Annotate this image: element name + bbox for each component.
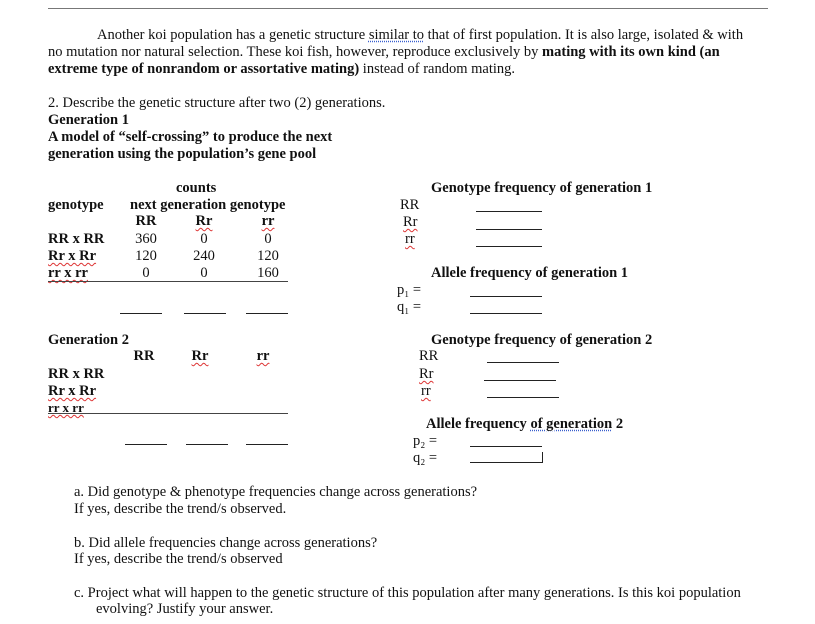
allele-frequency-gen2-heading — [426, 416, 623, 433]
question-b-line-2: If yes, describe the trend/s observed — [74, 551, 283, 567]
gen1-genotype-RR: RR — [400, 197, 420, 213]
p2-blank[interactable] — [470, 446, 542, 447]
model-description-line-2: generation using the population’s gene pool — [48, 146, 317, 162]
intro-text: that of first population. It is also large, isolated & with — [424, 27, 744, 43]
gen2-row-label-RRxRR: RR x RR — [48, 366, 105, 382]
allele-frequency-text: Allele frequency — [426, 416, 531, 432]
q2-blank[interactable] — [470, 452, 543, 463]
p1-blank[interactable] — [470, 296, 542, 297]
generation-2-heading: Generation 2 — [48, 332, 129, 348]
q1-label: q₁ = — [397, 299, 422, 315]
gen1-genotype-Rr: Rr — [403, 214, 418, 230]
question-c-line-1: c. Project what will happen to the genetic structure of this population after many generations. Is this koi population — [74, 585, 741, 601]
cell-rrxrr-RR: 0 — [142, 265, 150, 281]
cell-rrxrr-rr: 160 — [257, 265, 279, 281]
genotype-frequency-gen2-heading: Genotype frequency of generation 2 — [431, 332, 653, 348]
gen2-row-label-rrxrr: rr x rr — [48, 400, 84, 415]
question-a-line-2: If yes, describe the trend/s observed. — [74, 501, 287, 517]
p2-label: p₂ = — [413, 433, 438, 449]
question-a-line-1: a. Did genotype & phenotype frequencies change across generations? — [74, 484, 478, 500]
cell-RRxRR-Rr: 0 — [200, 231, 208, 247]
gen1-RR-frequency-blank[interactable] — [476, 211, 542, 212]
column-header-rr: rr — [261, 213, 275, 229]
gen2-column-header-Rr: Rr — [191, 348, 209, 364]
gen2-Rr-frequency-blank[interactable] — [484, 380, 556, 381]
total-blank-Rr[interactable] — [184, 313, 226, 314]
gen2-genotype-rr: rr — [421, 383, 431, 399]
q2-label: q₂ = — [413, 450, 438, 466]
gen1-Rr-frequency-blank[interactable] — [476, 229, 542, 230]
p1-label: p₁ = — [397, 282, 422, 298]
top-rule — [48, 8, 768, 9]
counts-label: counts — [176, 180, 217, 196]
intro-line-3 — [48, 61, 515, 78]
row-label-RRxRR: RR x RR — [48, 231, 105, 247]
cell-RrxRr-RR: 120 — [135, 248, 157, 264]
cell-RrxRr-Rr: 240 — [193, 248, 215, 264]
genotype-frequency-gen1-heading: Genotype frequency of generation 1 — [431, 180, 653, 196]
row-label-RrxRr: Rr x Rr — [48, 248, 97, 264]
question-b-line-1: b. Did allele frequencies change across generations? — [74, 535, 378, 551]
intro-text: Another koi population has a genetic structure — [97, 27, 369, 43]
next-generation-genotype-label: next generation genotype — [130, 197, 286, 213]
cell-RRxRR-rr: 0 — [264, 231, 272, 247]
allele-frequency-of-generation: of generation — [530, 416, 613, 432]
gen1-genotype-rr: rr — [405, 231, 415, 247]
question-c-line-2: evolving? Justify your answer. — [96, 601, 274, 617]
gen2-genotype-RR: RR — [419, 348, 439, 364]
intro-line-1 — [97, 27, 743, 44]
cell-RrxRr-rr: 120 — [257, 248, 279, 264]
gen2-rr-frequency-blank[interactable] — [487, 397, 559, 398]
q1-blank[interactable] — [470, 313, 542, 314]
allele-frequency-gen1-heading: Allele frequency of generation 1 — [431, 265, 629, 281]
gen2-row-label-RrxRr: Rr x Rr — [48, 383, 97, 399]
column-header-Rr: Rr — [195, 213, 213, 229]
model-description-line-1: A model of “self-crossing” to produce the next — [48, 129, 333, 145]
gen2-total-blank-rr[interactable] — [246, 444, 288, 445]
question-2-prompt: 2. Describe the genetic structure after two (2) generations. — [48, 95, 386, 111]
table-2-total-rule — [48, 413, 288, 414]
gen2-column-header-rr: rr — [256, 348, 270, 364]
gen1-rr-frequency-blank[interactable] — [476, 246, 542, 247]
total-blank-rr[interactable] — [246, 313, 288, 314]
intro-bold-text: extreme type of nonrandom or assortative mating) — [48, 61, 360, 77]
intro-text: instead of random mating. — [359, 61, 516, 77]
gen2-RR-frequency-blank[interactable] — [487, 362, 559, 363]
gen2-total-blank-RR[interactable] — [125, 444, 167, 445]
cell-rrxrr-Rr: 0 — [200, 265, 208, 281]
intro-similar-to: similar to — [368, 27, 424, 43]
table-1-total-rule — [48, 281, 288, 282]
gen2-column-header-RR: RR — [133, 348, 155, 364]
allele-frequency-text: 2 — [612, 416, 624, 432]
intro-bold-text: mating with its own kind (an — [542, 44, 720, 60]
generation-1-heading: Generation 1 — [48, 112, 129, 128]
column-header-RR: RR — [135, 213, 157, 229]
cell-RRxRR-RR: 360 — [135, 231, 157, 247]
intro-line-2 — [48, 44, 720, 61]
intro-text: no mutation nor natural selection. These koi fish, however, reproduce exclusively by — [48, 44, 543, 60]
genotype-label: genotype — [48, 197, 104, 213]
total-blank-RR[interactable] — [120, 313, 162, 314]
gen2-genotype-Rr: Rr — [419, 366, 434, 382]
row-label-rrxrr: rr x rr — [48, 265, 88, 281]
gen2-total-blank-Rr[interactable] — [186, 444, 228, 445]
